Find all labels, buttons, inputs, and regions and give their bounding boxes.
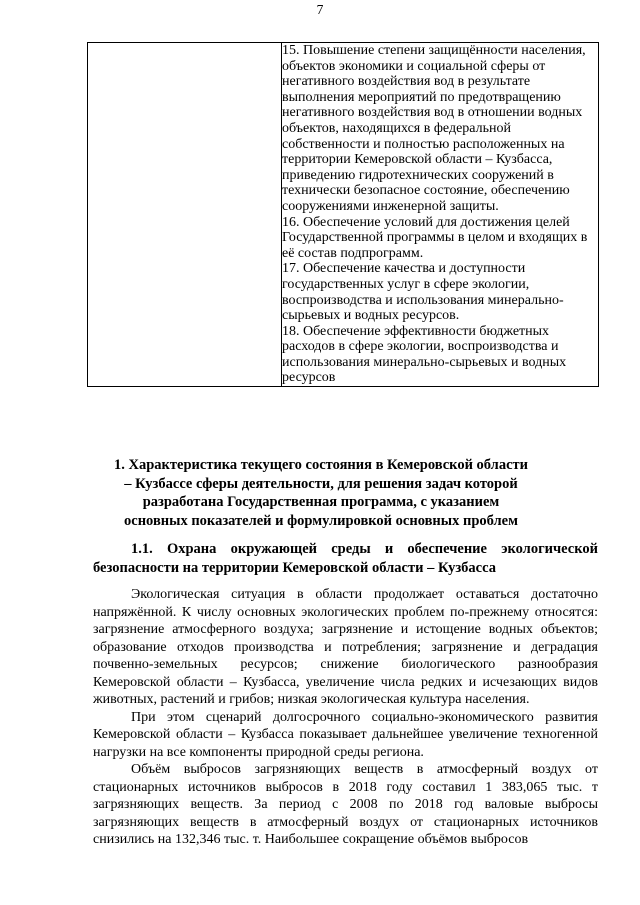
- goal-item-15: 15. Повышение степени защищённости населения, объектов экономики и социальной сферы от негативного воздействия вод в результате выполнения мероприятий по предотвращению негативного воздействия вод в отношении водных объектов, находящихся в федеральной собственности и полностью расположенных на территории Кемеровской области – Кузбасса, приведению гидротехнических сооружений в технически безопасное состояние, обеспечению сооружениями инженерной защиты.: [282, 43, 586, 214]
- goal-item-16: 16. Обеспечение условий для достижения целей Государственной программы в целом и входящих в её состав подпрограмм.: [282, 214, 588, 261]
- page-number: 7: [316, 2, 324, 17]
- table-cell-left: [88, 43, 282, 387]
- section-heading: 1. Характеристика текущего состояния в Кемеровской области – Кузбассе сферы деятельности, для решения задач которой разработана Государственная программа, с указанием основных показателей и формулировкой основных проблем: [114, 457, 528, 529]
- paragraph: Экологическая ситуация в области продолжает оставаться достаточно напряжённой. К числу основных экологических проблем по-прежнему относятся: загрязнение атмосферного воздуха; загрязнение и истощение водных объектов; образование отходов производства и потребления; загрязнение и деградация почвенно-земельных ресурсов; снижение биологического разнообразия Кемеровской области – Кузбасса, увеличение числа редких и исчезающих видов животных, растений и грибов; низкая экологическая культура населения.: [93, 587, 598, 707]
- goals-table: [87, 42, 599, 387]
- body-text: [93, 586, 598, 849]
- paragraph: Объём выбросов загрязняющих веществ в атмосферный воздух от стационарных источников выбросов в 2018 году составил 1 383,065 тыс. т загрязняющих веществ. За период с 2008 по 2018 год валовые выбросы загрязняющих веществ в атмосферный воздух от стационарных источников снизились на 132,346 тыс. т. Наибольшее сокращение объёмов выбросов: [93, 762, 598, 847]
- goal-item-17: 17. Обеспечение качества и доступности государственных услуг в сфере экологии, воспроизводства и использования минерально-сырьевых и водных ресурсов.: [282, 261, 564, 324]
- table-row: [88, 43, 599, 387]
- table-cell-goals: [282, 43, 599, 387]
- paragraph: При этом сценарий долгосрочного социально-экономического развития Кемеровской области – Кузбасса показывает дальнейшее увеличение техногенной нагрузки на все компоненты природной среды региона.: [93, 709, 598, 760]
- goal-item-18: 18. Обеспечение эффективности бюджетных расходов в сфере экологии, воспроизводства и использования минерально-сырьевых и водных ресурсов: [282, 323, 567, 386]
- subsection-heading: 1.1. Охрана окружающей среды и обеспечение экологической безопасности на территории Кемеровской области – Кузбасса: [93, 541, 598, 576]
